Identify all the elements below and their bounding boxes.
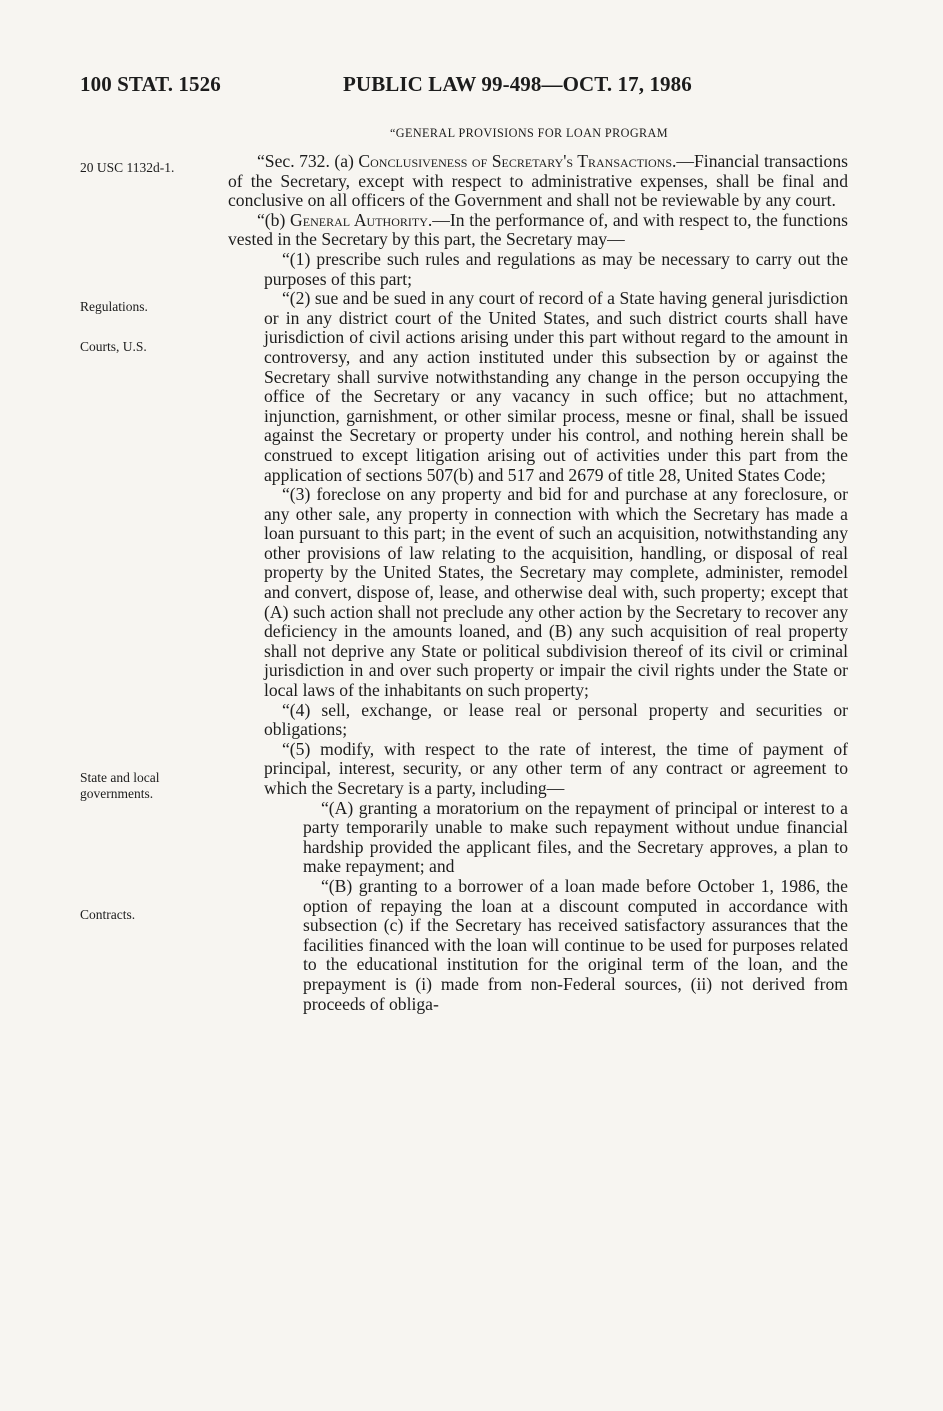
margin-note-regulations: Regulations. xyxy=(80,299,148,314)
subsection-a-text: —Financial transactions of the Secretary, except with respect to administrative expenses, shall be final and conclusive on all officers of the Government and shall not be reviewable by any court. xyxy=(228,151,849,211)
public-law-header: PUBLIC LAW 99-498—OCT. 17, 1986 xyxy=(343,72,692,96)
subsection-a-label: “Sec. 732. (a) xyxy=(257,151,359,171)
paragraph-3: “(3) foreclose on any property and bid for and purchase at any foreclosure, or any other sale, any property in connection with which the Secretary has made a loan pursuant to this part; in the event of such an acquisition, notwithstanding any other provisions of law relating to the acquisition, handling, or disposal of real property by the United States, the Secretary may complete, administer, remodel and convert, dispose of, lease, and otherwise deal with, such property; except that (A) such action shall not preclude any other action by the Secretary to recover any deficiency in the amounts loaned, and (B) any such acquisition of real property shall not deprive any State or political subdivision thereof of its civil or criminal jurisdiction in and over such property or impair the civil rights under the State or local laws of the inhabitants on such property; xyxy=(264,484,848,701)
subsection-b xyxy=(228,211,848,250)
paragraph-1: “(1) prescribe such rules and regulations as may be necessary to carry out the purposes of this part; xyxy=(264,248,848,289)
subparagraph-b: “(B) granting to a borrower of a loan made before October 1, 1986, the option of repaying the loan at a discount computed in accordance with subsection (c) if the Secretary has received satisfactory assurances that the facilities financed with the loan will continue to be used for purposes related to the educational institution for the original term of the loan, and the prepayment is (i) made from non-Federal sources, (ii) not derived from proceeds of obliga- xyxy=(303,875,848,1014)
subsection-a xyxy=(228,152,848,211)
subsection-b-caption: General Authority. xyxy=(290,209,433,230)
subparagraph-a: “(A) granting a moratorium on the repayment of principal or interest to a party temporarily unable to make such repayment without undue financial hardship provided the applicant files, and the Secretary approves, a plan to make repayment; and xyxy=(303,797,848,877)
margin-note-state-local: State and local governments. xyxy=(80,770,160,801)
statute-citation: 100 STAT. 1526 xyxy=(80,72,221,96)
paragraph-5: “(5) modify, with respect to the rate of interest, the time of payment of principal, interest, security, or any other term of any contract or agreement to which the Secretary is a party, including— xyxy=(264,738,848,798)
paragraph-4: “(4) sell, exchange, or lease real or personal property and securities or obligations; xyxy=(264,699,848,740)
subsection-b-text: —In the performance of, and with respect to, the functions vested in the Secretary by this part, the Secretary may— xyxy=(228,209,848,250)
subsection-a-caption: Conclusiveness of Secretary's Transactions. xyxy=(358,151,677,171)
margin-note-courts: Courts, U.S. xyxy=(80,339,147,354)
margin-note-usc: 20 USC 1132d-1. xyxy=(80,160,175,175)
margin-note-contracts: Contracts. xyxy=(80,907,136,922)
subsection-b-label: “(b) xyxy=(257,209,291,230)
statute-body xyxy=(228,152,848,1014)
paragraph-2: “(2) sue and be sued in any court of record of a State having general jurisdiction or in any district court of the United States, and such district courts shall have jurisdiction of civil actions arising under this part without regard to the amount in controversy, and any action instituted under this subsection by or against the Secretary shall survive notwithstanding any change in the person occupying the office of the Secretary or any vacancy in such office; but no attachment, injunction, garnishment, or other similar process, mesne or final, shall be issued against the Secretary or property under his control, and nothing herein shall be construed to except litigation arising out of activities under this part from the application of sections 507(b) and 517 and 2679 of title 28, United States Code; xyxy=(264,288,848,485)
section-heading: “GENERAL PROVISIONS FOR LOAN PROGRAM xyxy=(389,126,669,140)
